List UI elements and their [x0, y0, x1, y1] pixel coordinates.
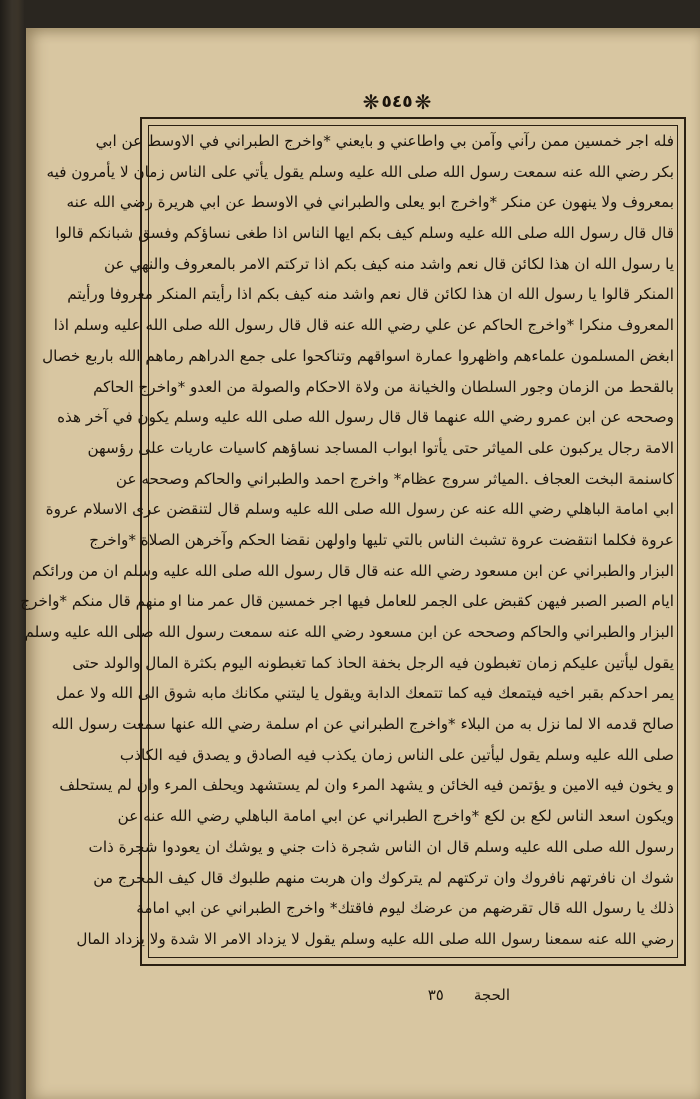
text-line: عروة فكلما انتقضت عروة تشبث الناس بالتي تليها واولهن نقضا الحكم وآخرهن الصلاة *واخرج — [89, 530, 674, 549]
text-line: صلى الله عليه وسلم يقول ليأتين على الناس زمان يكذب فيه الصادق و يصدق فيه الكاذب — [119, 745, 674, 764]
page-header — [352, 86, 442, 118]
signature-line — [330, 982, 510, 1008]
text-line: يا رسول الله ان هذا لكائن قال نعم واشد منه كيف بكم اذا تركتم الامر بالمعروف والنهي عن — [103, 254, 674, 273]
text-line: كاسنمة البخت العجاف .المياثر سروج عظام* واخرج احمد والطبراني والحاكم وصححه عن — [115, 469, 674, 488]
ornament-right-icon: ❋ — [362, 90, 380, 114]
text-line: بكر رضي الله عنه سمعت رسول الله صلى الله عليه وسلم يقول يأتي على الناس زمان لا يأمرون فيه — [46, 162, 674, 181]
text-line: المعروف منكرا *واخرج الحاكم عن علي رضي الله عنه قال قال رسول الله صلى الله عليه وسلم اذا — [53, 316, 674, 335]
text-line: فله اجر خمسين ممن رآني وآمن بي واطاعني و بايعني *واخرج الطبراني في الاوسط عن ابي — [95, 132, 674, 150]
ornament-left-icon: ❋ — [414, 90, 432, 114]
text-line: ابي امامة الباهلي رضي الله عنه عن رسول الله صلى الله عليه وسلم قال لتنقضن عرى الاسلام عروة — [45, 500, 674, 519]
text-line: شوك ان نافرتهم نافروك وان تركتهم لم يتركوك وان هربت منهم طلبوك قال كيف المخرج من — [93, 868, 674, 887]
text-line: صالح قدمه الا لما نزل به من البلاء *واخرج الطبراني عن ام سلمة رضي الله عنها سمعت رسول الله — [51, 715, 674, 734]
text-line: ايام الصبر الصبر فيهن كقبض على الجمر للعامل فيها اجر خمسين قال عمر منا او منهم قال منكم *واخرج — [20, 592, 674, 611]
text-line: الامة رجال يركبون على المياثر حتى يأتوا ابواب المساجد نساؤهم كاسيات عاريات على رؤسهن — [87, 438, 674, 457]
text-line: رسول الله صلى الله عليه وسلم قال ان الناس شجرة ذات جني و يوشك ان يعودوا شجرة ذات — [88, 837, 674, 856]
text-line: البزار والطبراني عن ابن مسعود رضي الله عنه قال قال رسول الله صلى الله عليه وسلم ان من ورائكم — [31, 561, 674, 580]
text-line: يمر احدكم بقبر اخيه فيتمعك فيه كما تتمعك الدابة ويقول يا ليتني مكانك مابه شوق الى الله ولا عمل — [55, 684, 674, 703]
text-line: بالقحط من الزمان وجور السلطان والخيانة من ولاة الاحكام والصولة من العدو *واخرج الحاكم — [93, 377, 674, 396]
text-line: ويكون اسعد الناس لكع بن لكع *واخرج الطبراني عن ابي امامة الباهلي رضي الله عنه عن — [117, 807, 674, 826]
text-line: رضي الله عنه سمعنا رسول الله صلى الله عليه وسلم يقول لا يزداد الامر الا شدة ولا يزداد المال — [76, 929, 674, 948]
text-line: قال قال رسول الله صلى الله عليه وسلم كيف بكم ايها الناس اذا طغى نساؤكم وفسق شبانكم قالوا — [55, 224, 674, 243]
text-line: ذلك يا رسول الله قال تقرضهم من عرضك ليوم فاقتك* واخرج الطبراني عن ابي امامة — [136, 899, 674, 918]
text-body — [20, 126, 674, 956]
text-line: المنكر قالوا يا رسول الله ان هذا لكائن قال نعم واشد منه كيف بكم اذا رأيتم المنكر معروفا ورأيتم — [67, 285, 674, 304]
signature-title: الحجة — [473, 986, 510, 1004]
text-line: البزار والطبراني والحاكم وصححه عن ابن مسعود رضي الله عنه سمعت رسول الله صلى الله عليه وسلم — [24, 623, 674, 641]
text-line: و يخون فيه الامين و يؤتمن فيه الخائن و يشهد المرء وان لم يستشهد ويحلف المرء وان لم يستحلف — [59, 776, 674, 795]
text-line: بمعروف ولا ينهون عن منكر *واخرج ابو يعلى والطبراني في الاوسط عن ابي هريرة رضي الله عنه — [66, 193, 674, 212]
page-number: ٥٤٥ — [381, 92, 413, 112]
text-line: وصححه عن ابن عمرو رضي الله عنهما قال قال رسول الله صلى الله عليه وسلم يكون في آخر هذه — [57, 408, 674, 427]
text-line: ابغض المسلمون علماءهم واظهروا عمارة اسواقهم وتناكحوا على جمع الدراهم رماهم الله باربع خصال — [42, 346, 674, 365]
text-line: يقول ليأتين عليكم زمان تغبطون فيه الرجل بخفة الحاذ كما تغبطونه اليوم بكثرة المال والولد حتى — [72, 653, 674, 672]
signature-number: ٣٥ — [427, 986, 444, 1004]
